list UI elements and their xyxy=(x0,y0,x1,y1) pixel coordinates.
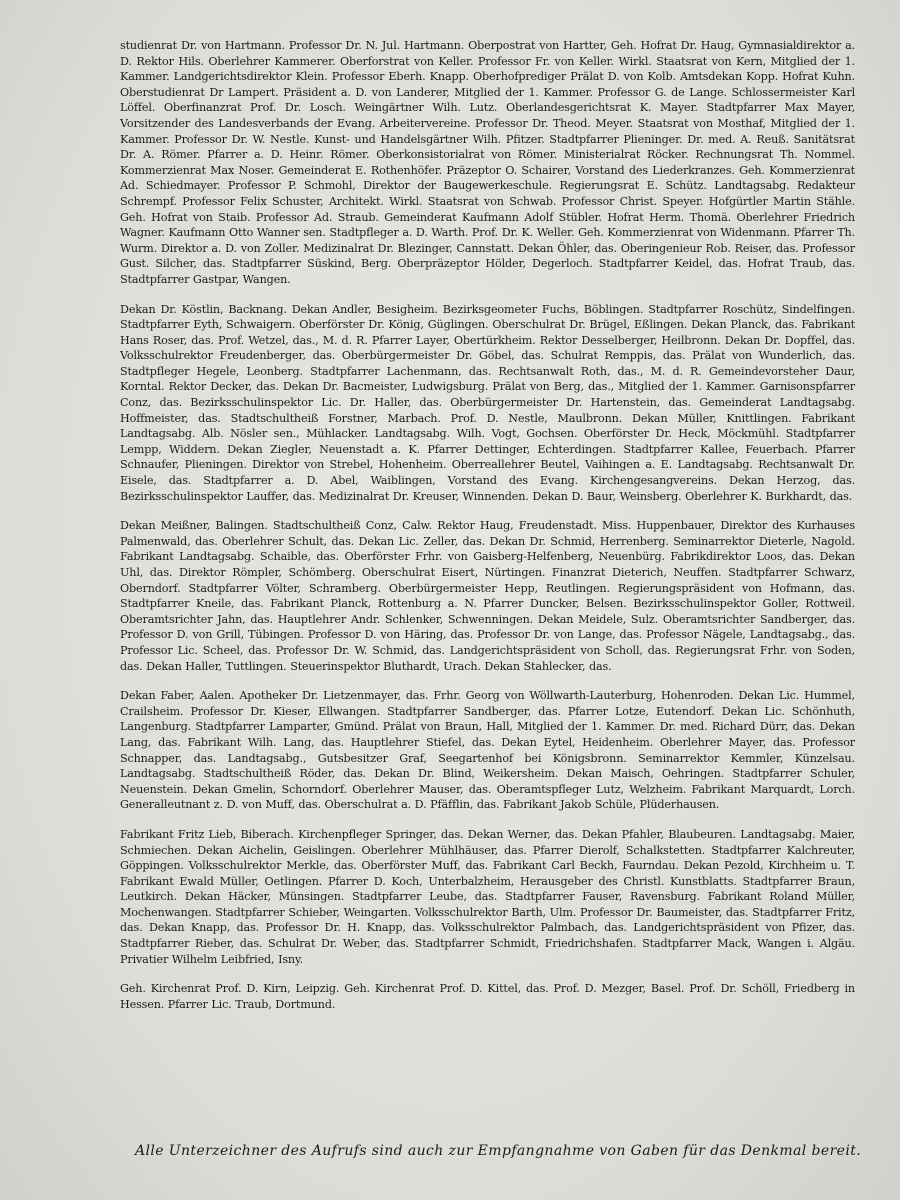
footer-note: Alle Unterzeichner des Aufrufs sind auch zur Empfangnahme von Gaben für das Denkmal bereit. xyxy=(135,1143,862,1159)
paragraph-donau: Fabrikant Fritz Lieb, Biberach. Kirchenpfleger Springer, das. Dekan Werner, das. Dekan Pfahler, Blaubeuren. Landtagsabg. Maier, Schmiechen. Dekan Aichelin, Geislingen. Oberlehrer Mühlhäuser, das. Pfarrer Dierolf, Schalkstetten. Stadtpfarrer Kalchreuter, Göppingen. Volksschulrektor Merkle, das. Oberförster Muff, das. Fabrikant Carl Beckh, Faurndau. Dekan Pezold, Kirchheim u. T. Fabrikant Ewald Müller, Oetlingen. Pfarrer D. Koch, Unterbalzheim, Herausgeber des Christl. Kunstblatts. Stadtpfarrer Braun, Leutkirch. Dekan Häcker, Münsingen. Stadtpfarrer Leube, das. Stadtpfarrer Fauser, Ravensburg. Fabrikant Roland Müller, Mochenwangen. Stadtpfarrer Schieber, Weingarten. Volksschulrektor Barth, Ulm. Professor Dr. Baumeister, das. Stadtpfarrer Fritz, das. Dekan Knapp, das. Professor Dr. H. Knapp, das. Volksschulrektor Palmbach, das. Landgerichtspräsident von Pfizer, das. Stadtpfarrer Rieber, das. Schulrat Dr. Weber, das. Stadtpfarrer Schmidt, Friedrichshafen. Stadtpfarrer Mack, Wangen i. Algäu. Privatier Wilhelm Leibfried, Isny. xyxy=(120,827,855,966)
paragraph-jagst: Dekan Faber, Aalen. Apotheker Dr. Lietzenmayer, das. Frhr. Georg von Wöllwarth-Lauterburg, Hohenroden. Dekan Lic. Hummel, Crailsheim. Professor Dr. Kieser, Ellwangen. Stadtpfarrer Sandberger, das. Pfarrer Lotze, Eutendorf. Dekan Lic. Schönhuth, Langenburg. Stadtpfarrer Lamparter, Gmünd. Prälat von Braun, Hall, Mitglied der 1. Kammer. Dr. med. Richard Dürr, das. Dekan Lang, das. Fabrikant Wilh. Lang, das. Hauptlehrer Stiefel, das. Dekan Eytel, Heidenheim. Oberlehrer Mayer, das. Professor Schnapper, das. Landtagsabg., Gutsbesitzer Graf, Seegartenhof bei Königsbronn. Seminarrektor Kemmler, Künzelsau. Landtagsabg. Stadtschultheiß Röder, das. Dekan Dr. Blind, Weikersheim. Dekan Maisch, Oehringen. Stadtpfarrer Schuler, Neuenstein. Dekan Gmelin, Schorndorf. Oberlehrer Mauser, das. Oberamtspfleger Lutz, Welzheim. Fabrikant Marquardt, Lorch. Generalleutnant z. D. von Muff, das. Oberschulrat a. D. Pfäfflin, das. Fabrikant Jakob Schüle, Plüderhausen. xyxy=(120,689,855,812)
paragraph-unterland: Dekan Dr. Köstlin, Backnang. Dekan Andler, Besigheim. Bezirksgeometer Fuchs, Böblingen. Stadtpfarrer Roschütz, Sindelfingen. Stadtpfarrer Eyth, Schwaigern. Oberförster Dr. König, Güglingen. Oberschulrat Dr. Brügel, Eßlingen. Dekan Planck, das. Fabrikant Hans Roser, das. Prof. Wetzel, das., M. d. R. Pfarrer Layer, Obertürkheim. Rektor Desselberger, Heilbronn. Dekan Dr. Dopffel, das. Volksschulrektor Freudenberger, das. Oberbürgermeister Dr. Göbel, das. Schulrat Remppis, das. Prälat von Wunderlich, das. Stadtpfleger Hegele, Leonberg. Stadtpfarrer Lachenmann, das. Rechtsanwalt Roth, das., M. d. R. Gemeindevorsteher Daur, Korntal. Rektor Decker, das. Dekan Dr. Bacmeister, Ludwigsburg. Prälat von Berg, das., Mitglied der 1. Kammer. Garnisonspfarrer Conz, das. Bezirksschulinspektor Lic. Dr. Haller, das. Oberbürgermeister Dr. Hartenstein, das. Gemeinderat Landtagsabg. Hoffmeister, das. Stadtschultheiß Forstner, Marbach. Prof. D. Nestle, Maulbronn. Dekan Müller, Knittlingen. Fabrikant Landtagsabg. Alb. Nösler sen., Mühlacker. Landtagsabg. Wilh. Vogt, Gochsen. Oberförster Dr. Heck, Möckmühl. Stadtpfarrer Lempp, Widdern. Dekan Ziegler, Neuenstadt a. K. Pfarrer Dettinger, Echterdingen. Stadtpfarrer Kallee, Feuerbach. Pfarrer Schnaufer, Plieningen. Direktor von Strebel, Hohenheim. Oberreallehrer Beutel, Vaihingen a. E. Landtagsabg. Rechtsanwalt Dr. Eisele, das. Stadtpfarrer a. D. Abel, Waiblingen, Vorstand des Evang. Kirchengesangvereins. Dekan Herzog, das. Bezirksschulinspektor Lauffer, das. Medizinalrat Dr. Kreuser, Winnenden. Dekan D. Baur, Weinsberg. Oberlehrer K. Burkhardt, das. xyxy=(120,302,855,503)
paragraph-schwarzwald: Dekan Meißner, Balingen. Stadtschultheiß Conz, Calw. Rektor Haug, Freudenstadt. Miss. Huppenbauer, Direktor des Kurhauses Palmenwald, das. Oberlehrer Schult, das. Dekan Lic. Zeller, das. Dekan Dr. Schmid, Herrenberg. Seminarrektor Dieterle, Nagold. Fabrikant Landtagsabg. Schaible, das. Oberförster Frhr. von Gaisberg-Helfenberg, Neuenbürg. Fabrikdirektor Loos, das. Dekan Uhl, das. Direktor Römpler, Schömberg. Oberschulrat Eisert, Nürtingen. Finanzrat Dieterich, Neuffen. Stadtpfarrer Schwarz, Oberndorf. Stadtpfarrer Völter, Schramberg. Oberbürgermeister Hepp, Reutlingen. Regierungspräsident von Hofmann, das. Stadtpfarrer Kneile, das. Fabrikant Planck, Rottenburg a. N. Pfarrer Duncker, Belsen. Bezirksschulinspektor Goller, Rottweil. Oberamtsrichter Jahn, das. Hauptlehrer Andr. Schlenker, Schwenningen. Dekan Meidele, Sulz. Oberamtsrichter Sandberger, das. Professor D. von Grill, Tübingen. Professor D. von Häring, das. Professor Dr. von Lange, das. Professor Nägele, Landtagsabg., das. Professor Lic. Scheel, das. Professor Dr. W. Schmid, das. Landgerichtspräsident von Scholl, das. Regierungsrat Frhr. von Soden, das. Dekan Haller, Tuttlingen. Steuerinspektor Bluthardt, Urach. Dekan Stahlecker, das. xyxy=(120,519,855,673)
paragraph-auswaerts: Geh. Kirchenrat Prof. D. Kirn, Leipzig. Geh. Kirchenrat Prof. D. Kittel, das. Prof. D. Mezger, Basel. Prof. Dr. Schöll, Friedberg in Hessen. Pfarrer Lic. Traub, Dortmund. xyxy=(120,982,855,1011)
paragraph-stuttgart: studienrat Dr. von Hartmann. Professor Dr. N. Jul. Hartmann. Oberpostrat von Hartter, Geh. Hofrat Dr. Haug, Gymnasialdirektor a. D. Rektor Hils. Oberlehrer Kammerer. Oberforstrat von Keller. Professor Fr. von Keller. Wirkl. Staatsrat von Kern, Mitglied der 1. Kammer. Landgerichtsdirektor Klein. Professor Eberh. Knapp. Oberhofprediger Prälat D. von Kolb. Amtsdekan Kopp. Hofrat Kuhn. Oberstudienrat Dr Lampert. Präsident a. D. von Landerer, Mitglied der 1. Kammer. Professor G. de Lange. Schlossermeister Karl Löffel. Oberfinanzrat Prof. Dr. Losch. Weingärtner Wilh. Lutz. Oberlandesgerichtsrat K. Mayer. Stadtpfarrer Max Mayer, Vorsitzender des Landesverbands der Evang. Arbeitervereine. Professor Dr. Theod. Meyer. Staatsrat von Mosthaf, Mitglied der 1. Kammer. Professor Dr. W. Nestle. Kunst- und Handelsgärtner Wilh. Pfitzer. Stadtpfarrer Plieninger. Dr. med. A. Reuß. Sanitätsrat Dr. A. Römer. Pfarrer a. D. Heinr. Römer. Oberkonsistorialrat von Römer. Ministerialrat Röcker. Rechnungsrat Th. Nommel. Kommerzienrat Max Noser. Gemeinderat E. Rothenhöfer. Präzeptor O. Schairer, Vorstand des Liederkranzes. Geh. Kommerzienrat Ad. Schiedmayer. Professor P. Schmohl, Direktor der Baugewerkeschule. Regierungsrat E. Schütz. Landtagsabg. Redakteur Schrempf. Professor Felix Schuster, Architekt. Wirkl. Staatsrat von Schwab. Professor Christ. Speyer. Hofgürtler Martin Stähle. Geh. Hofrat von Staib. Professor Ad. Straub. Gemeinderat Kaufmann Adolf Stübler. Hofrat Herm. Thomä. Oberlehrer Friedrich Wagner. Kaufmann Otto Wanner sen. Stadtpfleger a. D. Warth. Prof. Dr. K. Weller. Geh. Kommerzienrat von Widenmann. Pfarrer Th. Wurm. Direktor a. D. von Zoller. Medizinalrat Dr. Blezinger, Cannstatt. Dekan Öhler, das. Oberingenieur Rob. Reiser, das. Professor Gust. Silcher, das. Stadtpfarrer Süskind, Berg. Oberpräzeptor Hölder, Degerloch. Stadtpfarrer Keidel, das. Hofrat Traub, das. Stadtpfarrer Gastpar, Wangen. xyxy=(120,39,855,286)
signatory-list xyxy=(120,38,855,1012)
